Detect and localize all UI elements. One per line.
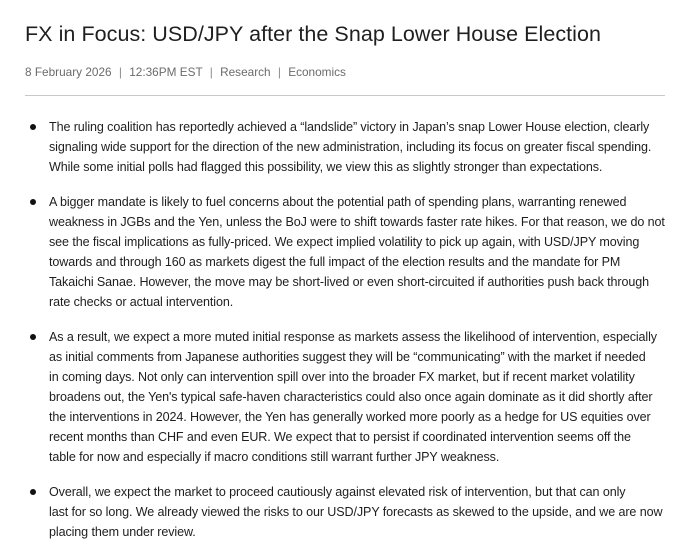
article: [25, 0, 665, 557]
meta-separator: |: [209, 65, 213, 79]
bullet-text-line: The ruling coalition has reportedly achieved a “landslide” victory in Japan’s snap Lower House election, clearly: [49, 120, 650, 134]
bullet-text-line: While some initial polls had flagged this possibility, we view this as slightly stronger than expectations.: [49, 160, 603, 174]
bullet-text-line: table for now and especially if macro conditions still warrant further JPY weakness.: [49, 450, 500, 464]
bullet-text-line: A bigger mandate is likely to fuel concerns about the potential path of spending plans, warranting renewed: [49, 195, 627, 209]
bullet-dot-icon: [30, 199, 36, 205]
bullet-text-line: placing them under review.: [49, 525, 196, 539]
bullet-text-line: weakness in JGBs and the Yen, unless the BoJ were to shift towards faster rate hikes. For that reason, we do not: [49, 215, 665, 229]
bullet-item-1: [25, 117, 665, 177]
bullet-text-line: Takaichi Sanae. However, the move may be short-lived or even short-circuited if authorities push back through: [49, 275, 650, 289]
bullet-item-3: [25, 327, 665, 467]
header-divider: [25, 95, 665, 96]
bullet-text-line: see the fiscal implications as fully-priced. We expect implied volatility to pick up again, with USD/JPY moving: [49, 235, 640, 249]
article-title: FX in Focus: USD/JPY after the Snap Lower House Election: [25, 22, 602, 46]
bullet-text-line: last for so long. We already viewed the risks to our USD/JPY forecasts as skewed to the upside, and we are now: [49, 505, 663, 519]
subcategory-link[interactable]: Economics: [288, 65, 346, 79]
bullet-text-line: recent months than CHF and even EUR. We expect that to persist if coordinated intervention seems off the: [49, 430, 631, 444]
publish-date: 8 February 2026: [25, 65, 112, 79]
bullet-text-line: broadens out, the Yen's typical safe-haven characteristics could also once again dominate as it did shortly after: [49, 390, 653, 404]
bullet-text-line: towards and through 160 as markets digest the full impact of the election results and the mandate for PM: [49, 255, 621, 269]
bullet-text-line: in coming days. Not only can intervention spill over into the broader FX market, but if recent market volatility: [49, 370, 635, 384]
bullet-text-line: as initial comments from Japanese authorities suggest they will be “communicating” with the market if needed: [49, 350, 646, 364]
bullet-text-line: signaling wide support for the direction of the new administration, including its focus on greater fiscal spending.: [49, 140, 652, 154]
bullet-text-line: rate checks or actual intervention.: [49, 295, 234, 309]
bullet-dot-icon: [30, 334, 36, 340]
publish-time: 12:36PM EST: [129, 65, 203, 79]
meta-separator: |: [277, 65, 281, 79]
category-link[interactable]: Research: [220, 65, 271, 79]
bullet-text-line: the interventions in 2024. However, the Yen has generally worked more poorly as a hedge for US equities over: [49, 410, 651, 424]
meta-separator: |: [118, 65, 122, 79]
bullet-dot-icon: [30, 124, 36, 130]
bullet-item-4: [25, 482, 665, 542]
bullet-text-line: Overall, we expect the market to proceed cautiously against elevated risk of intervention, but that can only: [49, 485, 626, 499]
bullet-list: [25, 117, 665, 542]
bullet-text-line: As a result, we expect a more muted initial response as markets assess the likelihood of intervention, especially: [49, 330, 657, 344]
bullet-dot-icon: [30, 489, 36, 495]
article-meta: [25, 64, 665, 80]
bullet-item-2: [25, 192, 665, 312]
